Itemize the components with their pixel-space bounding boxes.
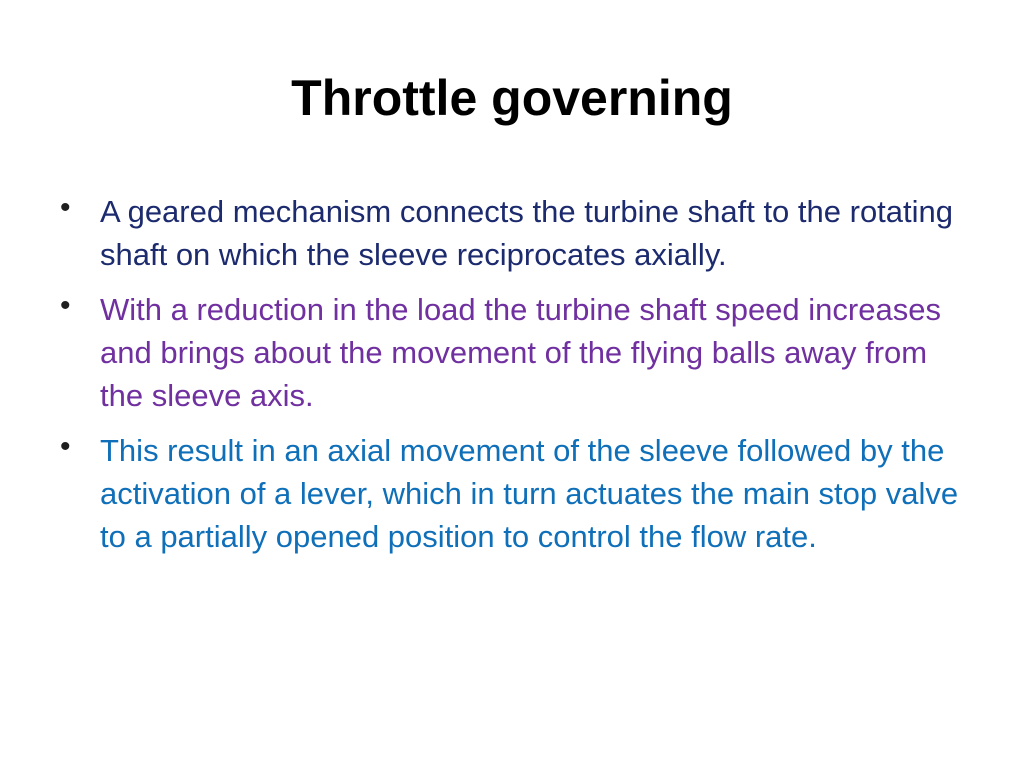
bullet-text: This result in an axial movement of the sleeve followed by the activation of a lever, which in turn actuates the main stop valve to a partially opened position to control the flow rate. — [100, 433, 959, 554]
bullet-text: A geared mechanism connects the turbine shaft to the rotating shaft on which the sleeve reciprocates axially. — [100, 194, 954, 272]
bullet-item — [60, 429, 960, 558]
bullet-dot-icon: • — [60, 430, 71, 463]
slide-title: Throttle governing — [291, 70, 733, 126]
bullet-dot-icon: • — [60, 191, 71, 224]
bullet-list — [60, 190, 960, 570]
bullet-item — [60, 190, 960, 276]
bullet-dot-icon: • — [60, 289, 71, 322]
bullet-text: With a reduction in the load the turbine shaft speed increases and brings about the movement of the flying balls away from the sleeve axis. — [100, 292, 941, 413]
bullet-item — [60, 288, 960, 417]
